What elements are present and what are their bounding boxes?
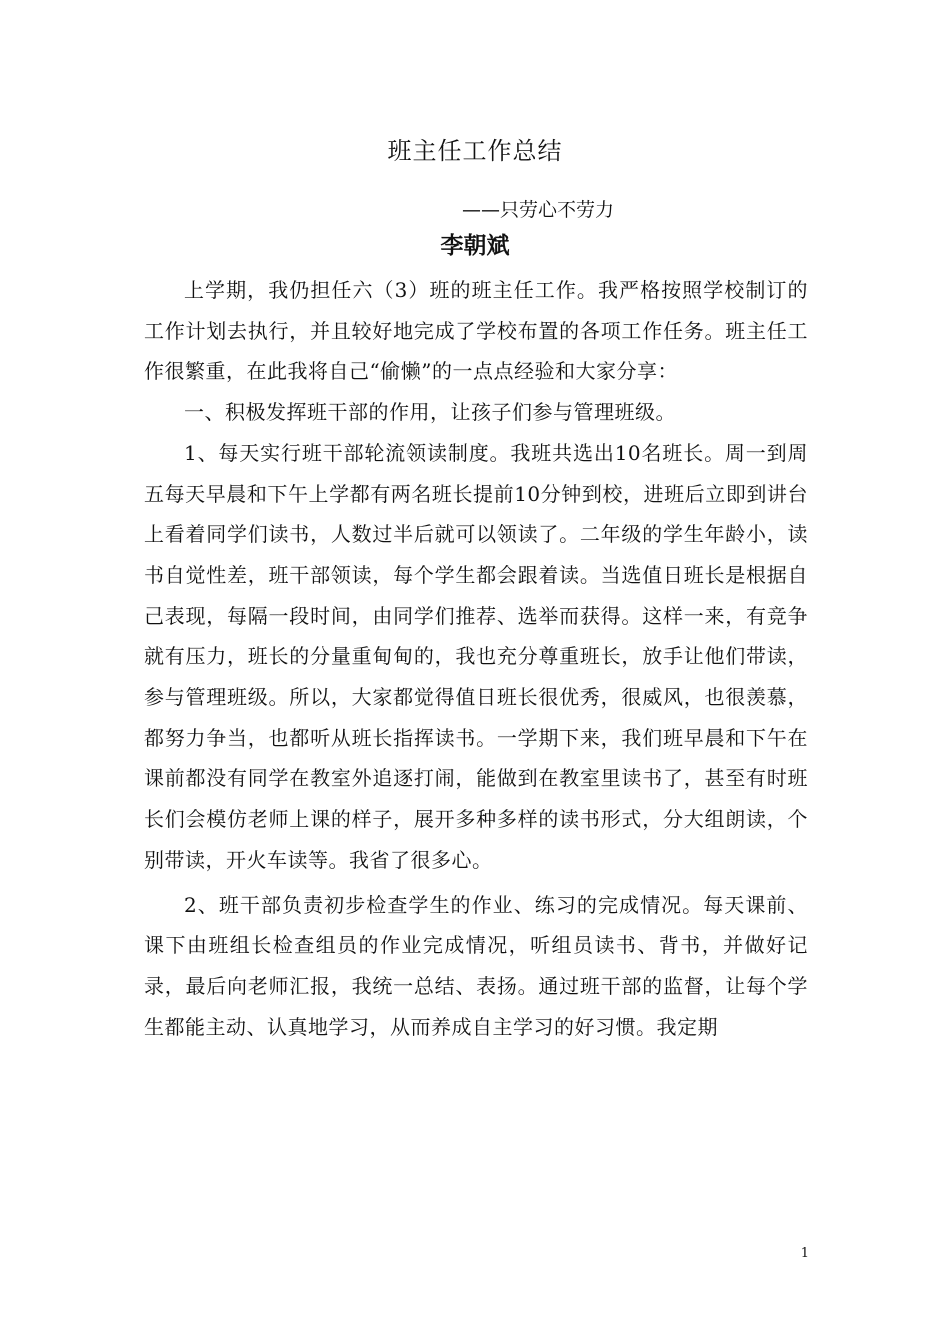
paragraph-intro: 上学期，我仍担任六（3）班的班主任工作。我严格按照学校制订的工作计划去执行，并且较好地完成了学校布置的各项工作任务。班主任工作很繁重，在此我将自己“偷懒”的一点点经验和大家分享： bbox=[144, 278, 808, 384]
document-title: 班主任工作总结 bbox=[387, 137, 563, 165]
paragraph-item-2: 2、班干部负责初步检查学生的作业、练习的完成情况。每天课前、课下由班组长检查组员的作业完成情况，听组员读书、背书，并做好记录，最后向老师汇报，我统一总结、表扬。通过班干部的监督，让每个学生都能主动、认真地学习，从而养成自主学习的好习惯。我定期 bbox=[144, 892, 808, 1039]
document-subtitle: ——只劳心不劳力 bbox=[462, 199, 615, 221]
paragraph-item-1: 1、每天实行班干部轮流领读制度。我班共选出10名班长。周一到周五每天早晨和下午上学都有两名班长提前10分钟到校，进班后立即到讲台上看着同学们读书，人数过半后就可以领读了。二年级的学生年龄小，读书自觉性差，班干部领读，每个学生都会跟着读。当选值日班长是根据自己表现，每隔一段时间，由同学们推荐、选举而获得。这样一来，有竞争就有压力，班长的分量重甸甸的，我也充分尊重班长，放手让他们带读，参与管理班级。所以，大家都觉得值日班长很优秀，很威风，也很羡慕，都努力争当，也都听从班长指挥读书。一学期下来，我们班早晨和下午在课前都没有同学在教室外追逐打闹，能做到在教室里读书了，甚至有时班长们会模仿老师上课的样子，展开多种多样的读书形式，分大组朗读，个别带读，开火车读等。我省了很多心。 bbox=[144, 440, 808, 872]
section-heading-1: 一、积极发挥班干部的作用，让孩子们参与管理班级。 bbox=[184, 400, 676, 425]
page-number: 1 bbox=[800, 1246, 809, 1261]
document-body bbox=[144, 270, 808, 1047]
author-name: 李朝斌 bbox=[440, 233, 510, 259]
